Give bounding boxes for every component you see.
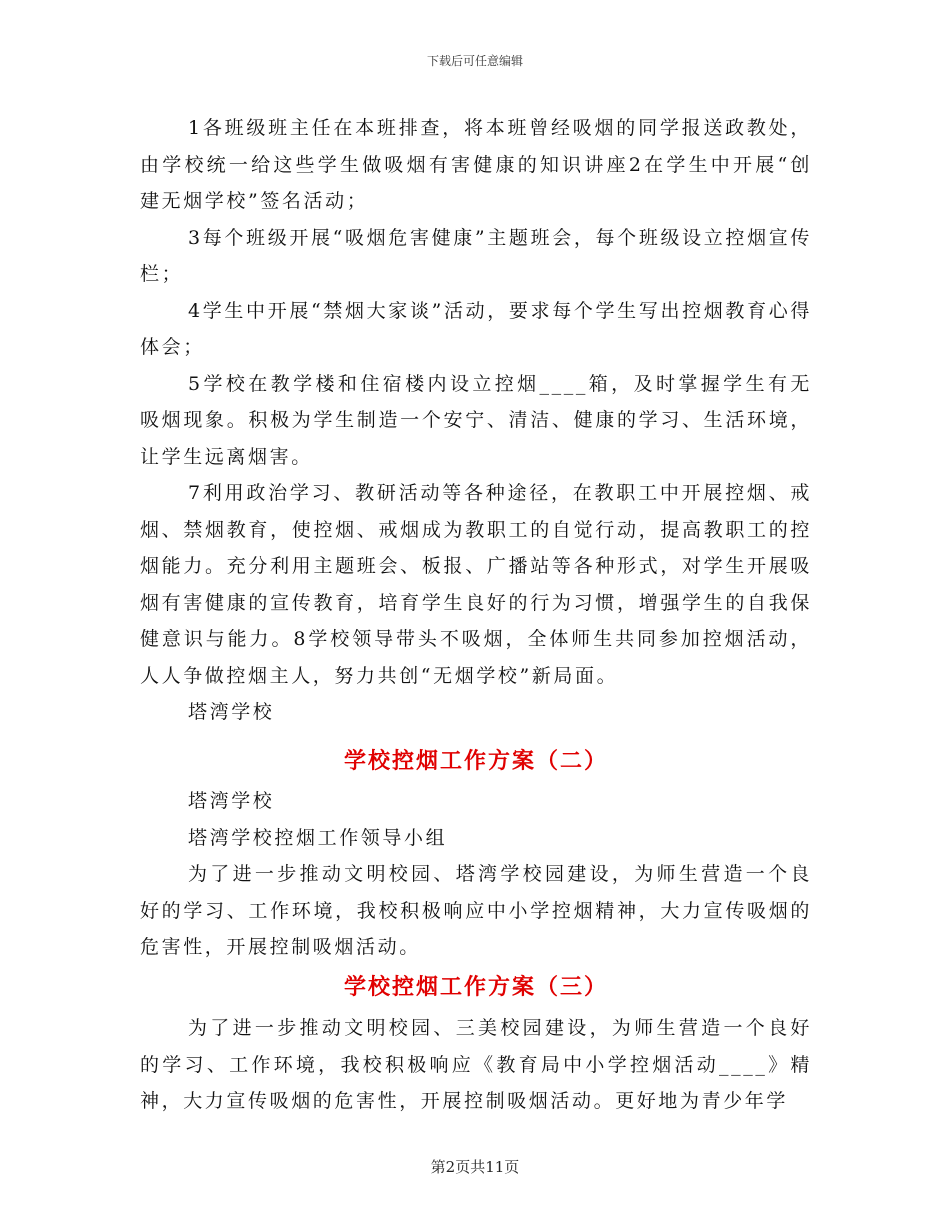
section-2-title: 学校控烟工作方案（二）: [343, 748, 608, 774]
section-3-title: 学校控烟工作方案（三）: [343, 974, 608, 1000]
paragraph: 为了进一步推动文明校园、塔湾学校园建设，为师生营造一个良好的学习、工作环境，我校积极响应中小学控烟精神，大力宣传吸烟的危害性，开展控制吸烟活动。: [140, 863, 812, 958]
section-1-body: [140, 110, 812, 731]
paragraph: 塔湾学校控烟工作领导小组: [188, 826, 448, 849]
paragraph: 1各班级班主任在本班排查，将本班曾经吸烟的同学报送政教处，由学校统一给这些学生做吸烟有害健康的知识讲座2在学生中开展“创建无烟学校”签名活动；: [140, 117, 812, 212]
paragraph: 5学校在教学楼和住宿楼内设立控烟____箱，及时掌握学生有无吸烟现象。积极为学生制造一个安宁、清洁、健康的学习、生活环境，让学生远离烟害。: [140, 372, 812, 468]
section-2-body: [140, 783, 812, 966]
paragraph: 7利用政治学习、教研活动等各种途径，在教职工中开展控烟、戒烟、禁烟教育，使控烟、戒烟成为教职工的自觉行动，提高教职工的控烟能力。充分利用主题班会、板报、广播站等各种形式，对学生开展吸烟有害健康的宣传教育，培育学生良好的行为习惯，增强学生的自我保健意识与能力。8学校领导带头不吸烟，全体师生共同参加控烟活动，人人争做控烟主人，努力共创“无烟学校”新局面。: [140, 482, 812, 687]
paragraph: 3每个班级开展“吸烟危害健康”主题班会，每个班级设立控烟宣传栏；: [140, 226, 812, 285]
paragraph: 塔湾学校: [188, 790, 275, 812]
signature-line: 塔湾学校: [188, 701, 275, 723]
paragraph: 为了进一步推动文明校园、三美校园建设，为师生营造一个良好的学习、工作环境，我校积极响应《教育局中小学控烟活动____》精神，大力宣传吸烟的危害性，开展控制吸烟活动。更好地为青少年学: [140, 1017, 812, 1112]
page-header: 下载后可任意编辑: [426, 54, 523, 68]
section-3-body: [140, 1010, 812, 1120]
paragraph: 4学生中开展“禁烟大家谈”活动，要求每个学生写出控烟教育心得体会；: [140, 299, 812, 358]
page-footer: 第2页共11页: [430, 1158, 520, 1176]
